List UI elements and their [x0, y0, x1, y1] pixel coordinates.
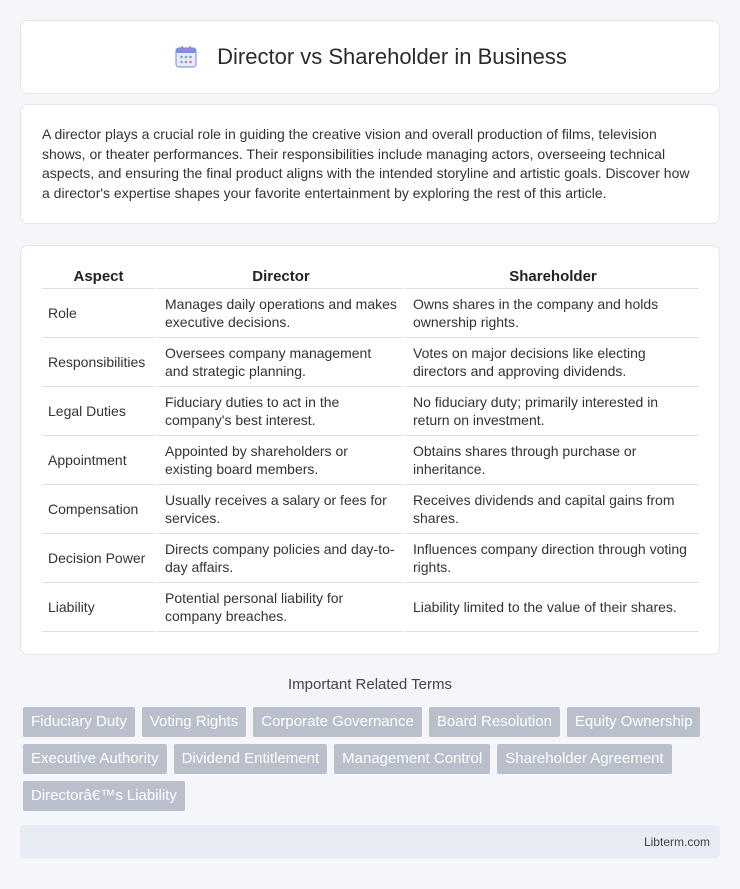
- related-term-tag[interactable]: Equity Ownership: [567, 707, 701, 737]
- related-terms-title: Important Related Terms: [288, 676, 452, 693]
- row-shareholder: Obtains shares through purchase or inheritance.: [403, 436, 699, 485]
- related-term-tag[interactable]: Board Resolution: [429, 707, 560, 737]
- related-term-tag[interactable]: Voting Rights: [142, 707, 246, 737]
- table-row: [42, 338, 699, 387]
- related-terms-list: [23, 707, 723, 811]
- row-shareholder: Receives dividends and capital gains from shares.: [403, 485, 699, 534]
- table-row: [42, 583, 699, 632]
- related-term-tag[interactable]: Management Control: [334, 744, 490, 774]
- table-row: [42, 436, 699, 485]
- page-title: Director vs Shareholder in Business: [217, 44, 567, 69]
- related-term-tag[interactable]: Fiduciary Duty: [23, 707, 135, 737]
- row-shareholder: Owns shares in the company and holds ownership rights.: [403, 289, 699, 338]
- row-director: Oversees company management and strategic planning.: [155, 338, 403, 387]
- related-term-tag[interactable]: Shareholder Agreement: [497, 744, 671, 774]
- header-aspect: Aspect: [42, 266, 155, 289]
- calendar-icon: [173, 44, 199, 70]
- row-director: Manages daily operations and makes executive decisions.: [155, 289, 403, 338]
- related-term-tag[interactable]: Dividend Entitlement: [174, 744, 328, 774]
- related-term-tag[interactable]: Directorâ€™s Liability: [23, 781, 185, 811]
- footer: [20, 825, 720, 858]
- comparison-table: [42, 266, 699, 632]
- table-row: [42, 289, 699, 338]
- row-shareholder: Liability limited to the value of their shares.: [403, 583, 699, 632]
- footer-site-link[interactable]: Libterm.com: [643, 834, 710, 849]
- row-aspect: Legal Duties: [42, 387, 155, 436]
- row-aspect: Responsibilities: [42, 338, 155, 387]
- header-director: Director: [155, 266, 403, 289]
- row-director: Usually receives a salary or fees for services.: [155, 485, 403, 534]
- table-row: [42, 485, 699, 534]
- related-term-tag[interactable]: Executive Authority: [23, 744, 167, 774]
- row-aspect: Decision Power: [42, 534, 155, 583]
- row-director: Potential personal liability for company breaches.: [155, 583, 403, 632]
- row-shareholder: No fiduciary duty; primarily interested in return on investment.: [403, 387, 699, 436]
- table-header-row: [42, 266, 699, 289]
- row-aspect: Compensation: [42, 485, 155, 534]
- row-director: Appointed by shareholders or existing board members.: [155, 436, 403, 485]
- row-director: Fiduciary duties to act in the company's best interest.: [155, 387, 403, 436]
- table-row: [42, 387, 699, 436]
- row-aspect: Liability: [42, 583, 155, 632]
- intro-text: A director plays a crucial role in guiding the creative vision and overall production of films, television shows, or theater performances. Their responsibilities include managing actors, overseeing technical aspects, and ensuring the final product aligns with the intended storyline and artistic goals. Discover how a director's expertise shapes your favorite entertainment by exploring the rest of this article.: [42, 126, 690, 201]
- header-card: [20, 20, 720, 94]
- intro-card: [20, 104, 720, 224]
- row-shareholder: Votes on major decisions like electing directors and approving dividends.: [403, 338, 699, 387]
- row-director: Directs company policies and day-to-day affairs.: [155, 534, 403, 583]
- table-row: [42, 534, 699, 583]
- row-aspect: Role: [42, 289, 155, 338]
- header-shareholder: Shareholder: [403, 266, 699, 289]
- related-term-tag[interactable]: Corporate Governance: [253, 707, 422, 737]
- row-shareholder: Influences company direction through voting rights.: [403, 534, 699, 583]
- row-aspect: Appointment: [42, 436, 155, 485]
- comparison-card: [20, 245, 720, 655]
